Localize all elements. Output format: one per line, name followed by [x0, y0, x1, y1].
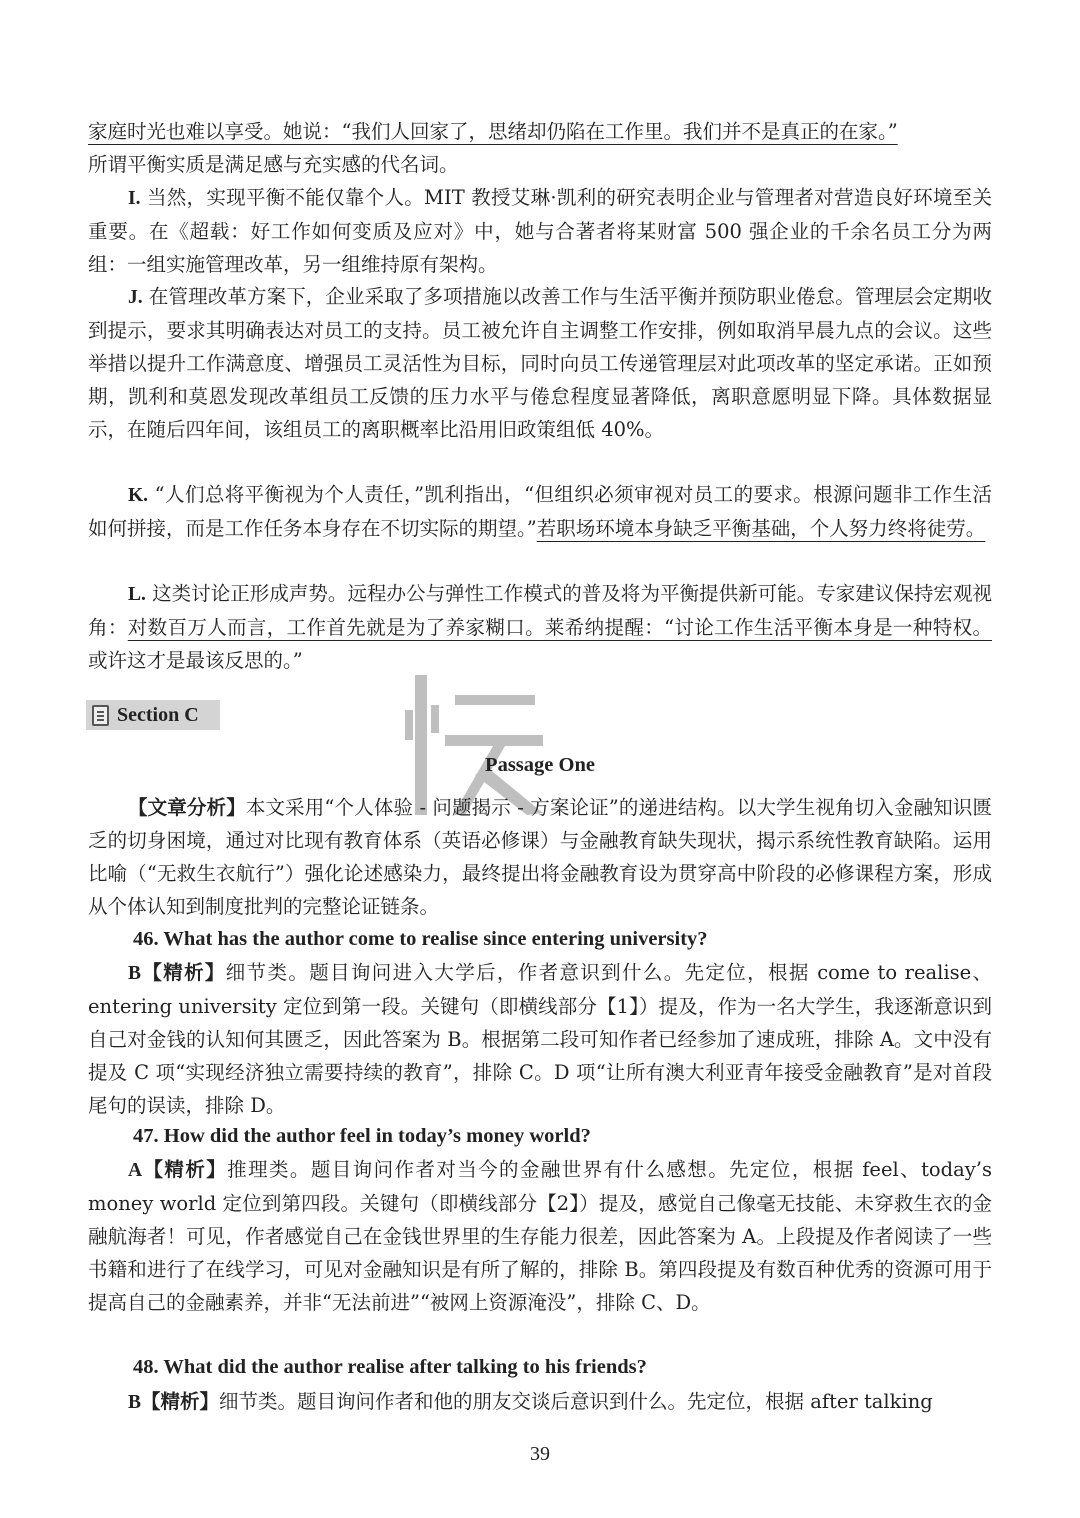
article-analysis	[88, 791, 992, 923]
answer-48	[88, 1385, 992, 1419]
underlined-sentence: 若职场环境本身缺乏平衡基础，个人努力终将徒劳。	[536, 517, 986, 540]
paragraph-text: 当然，实现平衡不能仅靠个人。MIT 教授艾琳·凯利的研究表明企业与管理者对营造良好环境至关重要。在《超载：好工作如何变质及应对》中，她与合著者将某财富 500 强企业的千余名员工分为两组：一组实施管理改革，另一组维持原有架构。	[88, 186, 992, 276]
answer-46	[88, 956, 992, 1122]
paragraph-text: 这类讨论正形成声势。远程办公与弹性工作模式的普及将为平衡提供新可能。专家建议保持宏观视角：	[88, 582, 992, 639]
answer-text: 推理类。题目询问作者对当今的金融世界有什么感想。先定位，根据 feel、today’s money world 定位到第四段。关键句（即横线部分【2】）提及，感觉自己像毫无技能、未穿救生衣的金融航海者！可见，作者感觉自己在金钱世界里的生存能力很差，因此答案为 A。上段提及作者阅读了一些书籍和进行了在线学习，可见对金融知识是有所了解的，排除 B。第四段提及有数百种优秀的资源可用于提高自己的金融素养，并非“无法前进”“被网上资源淹没”，排除 C、D。	[88, 1158, 992, 1314]
paragraph-k	[88, 478, 992, 545]
answer-letter: A	[128, 1160, 143, 1181]
paragraph-label: I.	[128, 188, 141, 209]
paragraph-i	[88, 181, 992, 281]
analysis-label: 【文章分析】	[128, 796, 246, 819]
question-47: 47. How did the author feel in today’s money world?	[133, 1125, 591, 1147]
answer-text: 细节类。题目询问进入大学后，作者意识到什么。先定位，根据 come to realise、entering university 定位到第一段。关键句（即横线部分【1】）提及，作为一名大学生，我逐渐意识到自己对金钱的认知何其匮乏，因此答案为 B。根据第二段可知作者已经参加了速成班，排除 A。文中没有提及 C 项“实现经济独立需要持续的教育”，排除 C。D 项“让所有澳大利亚青年接受金融教育”是对首段尾句的误读，排除 D。	[88, 961, 992, 1117]
document-icon	[92, 705, 109, 726]
paragraph-label: J.	[128, 287, 143, 308]
paragraph-label: K.	[128, 485, 149, 506]
section-heading	[86, 700, 220, 730]
underlined-sentence: 对数百万人而言，工作首先就是为了养家糊口。莱希纳提醒：“讨论工作生活平衡本身是一种特权。	[127, 616, 992, 639]
question-46: 46. What has the author come to realise since entering university?	[133, 928, 708, 950]
answer-label: 【精析】	[141, 1390, 220, 1413]
underlined-quote: 家庭时光也难以享受。她说：“我们人回家了，思绪却仍陷在工作里。我们并不是真正的在家。”	[88, 120, 898, 143]
paragraph-h-text: 所谓平衡实质是满足感与充实感的代名词。	[88, 153, 459, 176]
answer-letter: B	[128, 963, 142, 984]
analysis-text: 本文采用“个人体验 - 问题揭示 - 方案论证”的递进结构。以大学生视角切入金融知识匮乏的切身困境，通过对比现有教育体系（英语必修课）与金融教育缺失现状，揭示系统性教育缺陷。运用比喻（“无救生衣航行”）强化论述感染力，最终提出将金融教育设为贯穿高中阶段的必修课程方案，形成从个体认知到制度批判的完整论证链条。	[88, 796, 992, 918]
question-48: 48. What did the author realise after talking to his friends?	[133, 1356, 647, 1378]
paragraph-h	[88, 115, 992, 181]
paragraph-label: L.	[128, 584, 146, 605]
passage-title: Passage One	[485, 754, 595, 776]
page-number: 39	[530, 1443, 550, 1465]
answer-letter: B	[128, 1392, 142, 1413]
answer-label: 【精析】	[141, 961, 226, 984]
paragraph-text: 或许这才是最该反思的。”	[88, 649, 303, 672]
paragraph-text: “人们总将平衡视为个人责任，”凯利指出，“但组织必须审视对员工的要求。根源问题非工作生活如何拼接，而是工作任务本身存在不切实际的期望。”	[88, 483, 992, 540]
paragraph-j	[88, 280, 992, 446]
answer-label: 【精析】	[142, 1158, 228, 1181]
answer-text: 细节类。题目询问作者和他的朋友交谈后意识到什么。先定位，根据 after talking	[219, 1390, 933, 1413]
answer-47	[88, 1153, 992, 1319]
paragraph-l	[88, 577, 992, 677]
section-label: Section C	[117, 703, 199, 726]
paragraph-text: 在管理改革方案下，企业采取了多项措施以改善工作与生活平衡并预防职业倦怠。管理层会定期收到提示，要求其明确表达对员工的支持。员工被允许自主调整工作安排，例如取消早晨九点的会议。这些举措以提升工作满意度、增强员工灵活性为目标，同时向员工传递管理层对此项改革的坚定承诺。正如预期，凯利和莫恩发现改革组员工反馈的压力水平与倦怠程度显著降低，离职意愿明显下降。具体数据显示，在随后四年间，该组员工的离职概率比沿用旧政策组低 40%。	[88, 285, 992, 441]
